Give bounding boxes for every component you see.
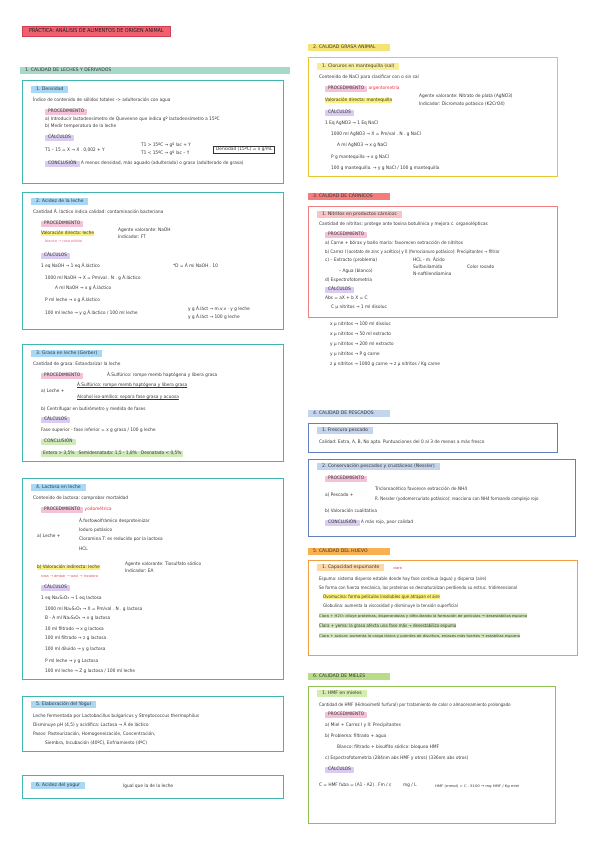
cloruros-indicator: Indicador: Dicromato potásico (K2CrO4) — [419, 102, 505, 107]
acidez-val: Valoración directa: leche — [41, 231, 95, 236]
densidad-proc-label: PROCEDIMIENTO — [45, 109, 87, 115]
hmf-blanco: Blanco: filtrado + bisulfito sódico: bloquea HMF — [337, 745, 440, 750]
acidez-calc-5: P ml leche → x g Á.láctico — [45, 298, 100, 303]
acidez-box — [22, 192, 284, 330]
grasa-entera: Entera > 3,5% — [43, 451, 75, 456]
cloruros-calc-2: 1000 ml AgNO3 → X = Pm/val . N . g NaCl — [331, 132, 421, 137]
nitritos-calc-6: z μ nitritos → 1000 g carne → z μ nitritos / Kg carne — [330, 362, 440, 367]
espumante-l3: Ovomucina: forma películas insolubles que atrapan el aire — [323, 594, 440, 599]
nitritos-title: 1. Nitritos en productos cárnicos — [317, 211, 402, 218]
espumante-l4: Globulina: aumenta la viscosidad y disminuye la tensión superficial — [323, 603, 458, 608]
acidez-calc-4: A ml NaOH → x g Á.láctico — [55, 286, 112, 291]
hmf-calc-label: CÁLCULOS — [325, 767, 354, 773]
cloruros-calc-5: 100 g mantequilla. → y g NaCl / 100 g mantequilla — [331, 166, 440, 171]
grasa-alcohol: Alcohol iso-amílico: separa fase grasa y acuosa — [77, 395, 179, 400]
acidez-intro: Cantidad Á. láctico indica calidad: contaminación bacteriana — [33, 210, 164, 215]
espumante-l6: Clara + yema: la grasa afecta una fase más → desestabiliza espuma — [319, 623, 457, 628]
lactosa-step-a: a) Leche + — [37, 534, 61, 539]
hmf-formula: C = HMF fuba = (A1 - A2) . Fm / ε — [319, 783, 392, 788]
cloruros-calc-3: A ml AgNO3 → x g NaCl — [337, 143, 388, 148]
grasa-calc-label: CÁLCULOS — [41, 417, 70, 423]
cloruros-intro: Contenido de NaCl para clasificar con o sin sal — [319, 75, 419, 80]
espumante-l1: Espuma: sistema disperso estable donde hay fase continua (agua) y dispersa (aire) — [319, 576, 487, 581]
conservacion-step-a: a) Pescado + — [325, 493, 354, 498]
hmf-intro: Cantidad de HMF (Hidroximetil furfural) por tratamiento de calor o almacenamiento prolongado — [319, 702, 511, 707]
densidad-box — [22, 80, 284, 184]
cloruros-box — [308, 57, 558, 177]
yogur-title: 5. Elaboración del Yogur — [31, 701, 96, 708]
cloruros-title: 1. Cloruros en mantequilla (sal) — [317, 63, 399, 70]
lactosa-agent: Agente valorante: Tiosulfato sódico — [125, 562, 202, 567]
acidez-calc-3: 1000 ml NaOH → X = Pm/val . N . g Á.láctico — [45, 276, 141, 281]
grasa-sulfurico: Á.Sulfúrico: rompe memb haptógena y libera grasa — [77, 383, 188, 388]
section-3-header: 3. CALIDAD DE CÁRNICOS — [308, 193, 390, 200]
nitritos-step-c: c) – Extracto (problema) — [325, 258, 378, 263]
grasa-box — [22, 344, 284, 462]
espumante-l2: Se forma con fuerza mecánica, las proteínas se desnaturalizan perdiendo su estruc. tridimensional — [319, 585, 518, 590]
frescura-text: Calidad: Extra, A, B, No apto. Puntuaciones del 0 al 3 de menos a más fresco — [319, 440, 485, 445]
yogur-l2: Disminuye pH (4,5) y acidifica: Lactosa → Á de láctico — [33, 723, 149, 728]
lactosa-ioduro: Ioduro potásico — [79, 528, 113, 533]
nitritos-calc-1: C μ nitritos → 1 ml disoluc — [331, 305, 387, 310]
acidez-calc-8: y g Á.láct → 100 g leche — [188, 315, 240, 320]
densidad-calc-2: T1 > 15ºC → gº lac + Y — [141, 143, 191, 148]
grasa-semidesnatada: Semidesnatada: 1,5 - 1,8% — [78, 451, 137, 456]
densidad-step-b: b) Medir temperatura de la leche — [45, 124, 117, 129]
acidez-calc-1: 1 eq NaOH → 1 eq Á.láctico — [41, 264, 100, 269]
frescura-title: 1. Frescura pescado — [317, 427, 373, 434]
acidez-title: 2. Acidez de la leche — [31, 198, 88, 205]
nitritos-proc-label: PROCEDIMIENTO — [325, 232, 367, 238]
nitritos-rosado: Color rosado — [467, 265, 495, 270]
nitritos-calc-5: y μ nitritos → P g carne — [330, 352, 380, 357]
acidez-calc-7: y g Á.láct → m.v.v · y g leche — [188, 307, 250, 312]
lactosa-calc-6: 100 ml diluido → y g lactosa — [45, 647, 106, 652]
densidad-calc-3: T1 < 15ºC → gº lac – Y — [141, 151, 190, 156]
conservacion-tricloro: Tricloroacético favorece extracción de NH4 — [375, 487, 468, 492]
nitritos-calc-4: y μ nitritos → 200 ml extracto — [330, 342, 394, 347]
hmf-unit: mg / L — [403, 783, 417, 788]
nitritos-blanco: – Agua (blanco) — [339, 269, 373, 274]
lactosa-cloramina: Cloramina T: es reducido por la lactosa — [79, 537, 163, 542]
densidad-intro: Índice de contenido de sólidos totales -> adulteración con agua — [33, 98, 171, 103]
grasa-proc-note: Á.Sulfúrico: rompe memb haptógena y libera grasa — [107, 373, 218, 378]
lactosa-proc-method: yodométrica — [84, 507, 112, 512]
lactosa-calc-5: 100 ml filtrado → z g lactosa — [45, 636, 107, 641]
acidez-agent: Agente valorante: NaOH — [118, 228, 171, 233]
lactosa-val: b) Valoración indirecta: leche — [37, 565, 100, 570]
lactosa-colors: rosa → ámbar → azul → incoloro — [41, 574, 98, 578]
section-2-header: 2. CALIDAD GRASA ANIMAL — [308, 44, 390, 51]
section-1-header: 1. CALIDAD DE LECHES Y DERIVADOS — [20, 67, 290, 74]
nitritos-step-a: a) Carne + bórax y baño maría: favorecen extracción de nitritos — [325, 241, 463, 246]
conservacion-concl-label: CONCLUSIÓN — [325, 520, 360, 526]
conservacion-step-b: b) Valoración cualitativa — [325, 509, 377, 514]
cloruros-calc-4: P g mantequilla → x g NaCl — [331, 155, 389, 160]
lactosa-hcl: HCL — [79, 547, 88, 552]
section-4-header: 4. CALIDAD DE PESCADOS — [308, 410, 390, 417]
grasa-intro: Cantidad de grasa: Estandarizar la leche — [33, 362, 121, 367]
grasa-step-a: a) Leche + — [41, 389, 65, 394]
hmf-proc-label: PROCEDIMIENTO — [325, 712, 367, 718]
yogur-l4: Siembra, Incubación (40ºC), Enfriamiento (4ºC) — [45, 741, 147, 746]
conservacion-proc-label: PROCEDIMIENTO — [325, 476, 367, 482]
nitritos-sulfa: Sulfanilamida — [413, 265, 443, 270]
acidez-calc-label: CÁLCULOS — [41, 253, 70, 259]
nitritos-step-b: b) Carrez I (acetato de zinc y acético) y II (ferrocianuro potásico): Precipitantes → filtrar — [325, 249, 500, 254]
nitritos-naftil: N-naftilendiamina — [413, 272, 452, 277]
nitritos-calc-2: x μ nitritos → 100 ml disoluc — [330, 322, 391, 327]
cloruros-val: Valoración directa: mantequilla — [325, 98, 393, 103]
lactosa-calc-4: 10 ml filtrado → x g lactosa — [45, 627, 104, 632]
yogur-l1: Leche fermentada por Lactobacillus bulgaricus y Streptococcus thermophilus — [33, 714, 200, 719]
espumante-l5: Clara + H2O: diluye proteínas, disperandolas y dificultando la formación de películas → desestabiliza espuma — [319, 613, 528, 618]
lactosa-calc-8: 100 ml leche → Z g lactosa / 100 ml leche — [45, 669, 136, 674]
cloruros-method: argentometría — [368, 86, 400, 91]
lactosa-indicator: Indicador: EA — [125, 569, 154, 574]
section-5-header: 5. CALIDAD DEL HUEVO — [308, 548, 390, 555]
lactosa-calc-7: P ml leche → y g Lactosa — [45, 659, 99, 664]
densidad-result: Densidad (15ºC) = x g/mL — [213, 146, 275, 154]
densidad-concl-label: CONCLUSIÓN — [45, 161, 80, 167]
nitritos-box — [308, 206, 558, 318]
hmf-result: HMF (mmol) = C . 5100 → mg HMF / Kg miel — [435, 783, 519, 788]
grasa-concl-label: CONCLUSIÓN — [41, 439, 76, 445]
conservacion-nessler: R. Nessler (yodomercuriato potásico): reacciona con NH4 formando complejo rojo — [375, 496, 539, 501]
grasa-title: 3. Grasa en leche (Gerber) — [31, 350, 102, 357]
hmf-step-c: c) Espectrofotometría (284nm abs HMF y otros) (336nm abs otros) — [325, 756, 469, 761]
lactosa-fosfo: Á.fosfowolfrámico desproteinizar — [79, 519, 150, 524]
acidez-indicator: Indicador: FT — [118, 235, 146, 240]
espumante-clara: clara — [393, 566, 402, 570]
densidad-concl-text: A menos densidad, más aguado (adulterado) o graso (adulterado de grasa) — [80, 161, 244, 166]
acidez-color: blanco → rosa pálido — [45, 239, 83, 243]
lactosa-title: 4. Lactosa en leche — [31, 484, 86, 491]
hmf-step-b: b) Problema: filtrado + agua — [325, 734, 387, 739]
cloruros-calc-1: 1 Eq AgNO3 → 1 Eq NaCl — [325, 121, 379, 126]
acidez-yogur-title: 6. Acidez del yogur — [31, 782, 85, 789]
cloruros-proc-label: PROCEDIMIENTO — [325, 86, 367, 92]
grasa-proc-label: PROCEDIMIENTO — [41, 373, 83, 379]
hmf-box — [308, 686, 556, 824]
densidad-calc-label: CÁLCULOS — [45, 135, 74, 141]
nitritos-calc-3: x μ nitritos → 50 ml extracto — [330, 332, 391, 337]
espumante-l7: Clara + azúcar: aumenta la carga iónica y puentes de disulfuro, enlaces más fuertes → estabiliza espuma — [319, 633, 520, 638]
lactosa-calc-1: 1 eq Na₂S₂O₃ → 1 eq lactosa — [41, 596, 102, 601]
nitritos-calc-0: Abs = aX + b X = C — [325, 296, 368, 301]
conservacion-concl-text: A más rojo, peor calidad — [360, 520, 414, 525]
grasa-calc: Fase superior - fase inferior = x g grasa / 100 g leche — [41, 428, 156, 433]
conservacion-title: 2. Conservación pescados y crustáceos (Nessler) — [317, 463, 440, 470]
lactosa-calc-2: 1000 ml Na₂S₂O₃ → X = Pm/val . N . g lactosa — [45, 607, 143, 612]
lactosa-intro: Contenido de lactosa: comprobar mortaldad — [33, 496, 129, 501]
nitritos-intro: Cantidad de nitritos: protege ante toxina botulínica y mejora c. organolépticas — [319, 222, 488, 227]
conservacion-box — [308, 459, 576, 537]
hmf-step-a: a) Miel + Carrez I y II: Precipitantes — [325, 723, 401, 728]
acidez-proc-label: PROCEDIMIENTO — [41, 221, 83, 227]
cloruros-agent: Agente valorante: Nitrato de plata (AgNO3) — [419, 94, 513, 99]
yogur-box — [22, 696, 284, 752]
lactosa-calc-label: CÁLCULOS — [41, 585, 70, 591]
acidez-yogur-box — [22, 775, 284, 799]
lactosa-proc-label: PROCEDIMIENTO — [41, 507, 83, 513]
espumante-title: 1. Capacidad espumante — [317, 564, 384, 571]
lactosa-calc-3: B - A ml Na₂S₂O₃ → x g lactosa — [45, 616, 111, 621]
densidad-calc-1: T1 – 15 = X → X . 0,002 + Y — [45, 148, 105, 153]
densidad-step-a: a) Introducir lactodensímetro de Quevenne que indica gº lactodensímetro a 15ºC — [45, 117, 220, 122]
grasa-step-b: b) Centrifugar en butirómetro y medida de fases — [41, 407, 146, 412]
nitritos-step-d: d) Espectrofotometría — [325, 278, 373, 283]
densidad-title: 1. Densidad — [31, 86, 68, 93]
grasa-desnatada: Desnatada < 0,5% — [140, 451, 182, 456]
lactosa-box — [22, 478, 284, 680]
espumante-box — [308, 560, 578, 656]
nitritos-calc-label: CÁLCULOS — [325, 287, 354, 293]
acidez-calc-2: *D = Á mi NaOH . 10 — [173, 264, 218, 269]
section-6-header: 6. CALIDAD DE MIELES — [308, 673, 390, 680]
hmf-title: 1. HMF en mieles — [317, 690, 367, 697]
acidez-yogur-text: Igual que la de la leche — [123, 784, 174, 789]
nitritos-hcl: HCL - m. Ácido — [413, 258, 445, 263]
acidez-calc-6: 100 ml leche → y g Á.láctico / 100 ml leche — [45, 311, 138, 316]
page-title: PRÁCTICA: ANÁLISIS DE ALIMENTOS DE ORIGEN ANIMAL — [22, 26, 171, 37]
frescura-box — [308, 423, 558, 453]
cloruros-calc-label: CÁLCULOS — [325, 110, 354, 116]
yogur-l3: Pasos: Pasteurización, Homogeneización, Concentración, — [33, 732, 156, 737]
